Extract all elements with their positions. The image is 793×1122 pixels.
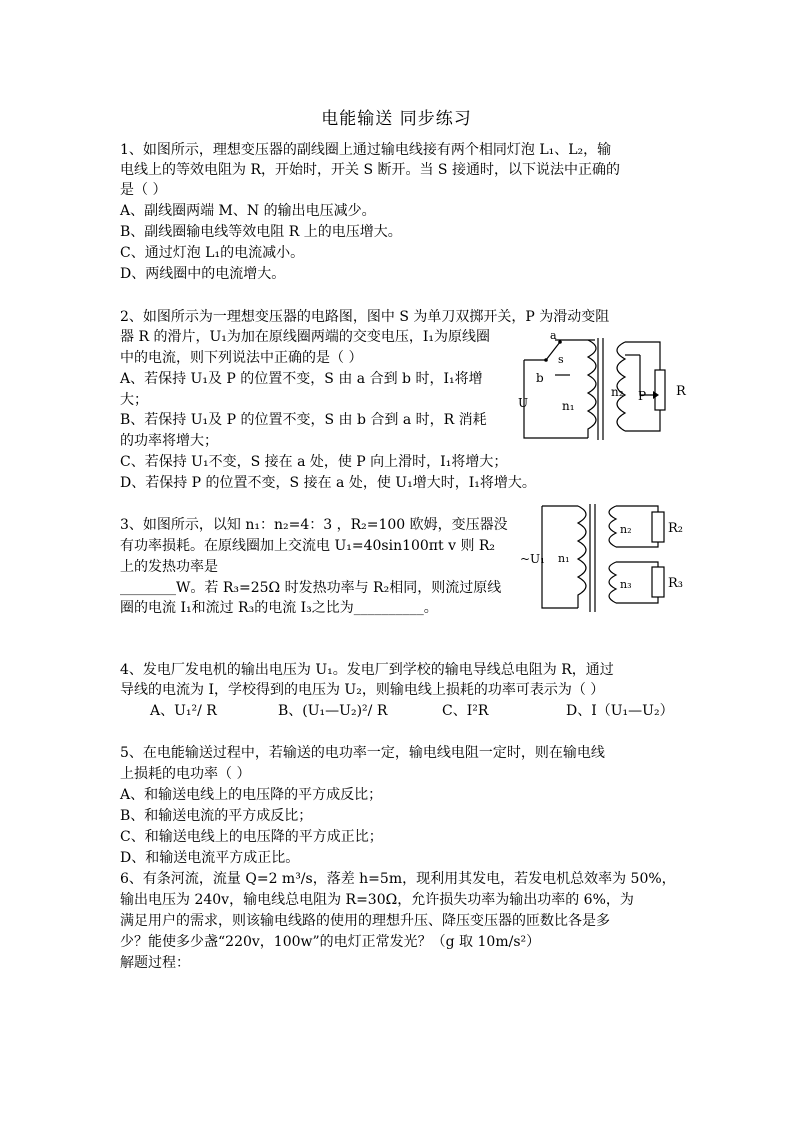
- q3-label-n2: n₂: [620, 523, 632, 536]
- q6-line-3: 满足用户的需求，则该输电线路的使用的理想升压、降压变压器的匝数比各是多: [120, 913, 610, 929]
- q3-label-u1: ~U₁: [520, 552, 545, 566]
- q2-label-n2: n₂: [611, 385, 624, 399]
- q4-choice-d: D、I（U₁—U₂）: [566, 703, 674, 719]
- q1-line-1: 1、如图所示，理想变压器的副线圈上通过输电线接有两个相同灯泡 L₁、L₂，输: [120, 142, 612, 158]
- q2-option-a: A、若保持 U₁及 P 的位置不变，S 由 a 合到 b 时，I₁将增: [120, 371, 483, 387]
- q5-line-2: 上损耗的电功率（ ）: [120, 766, 251, 782]
- q2-option-d: D、若保持 P 的位置不变，S 接在 a 处，使 U₁增大时，I₁将增大。: [120, 475, 536, 491]
- q3-line-1: 3、如图所示，以知 n₁：n₂=4：3 ，R₂=100 欧姆，变压器没: [120, 517, 508, 533]
- q4-choice-a: A、U₁²/ R: [150, 703, 217, 719]
- q4-choice-c: C、I²R: [442, 703, 489, 719]
- q1-option-b: B、副线圈输电线等效电阻 R 上的电压增大。: [120, 224, 402, 240]
- q6-line-1: 6、有条河流，流量 Q=2 m³/s，落差 h=5m，现利用其发电，若发电机总效率为 50%，: [120, 871, 676, 887]
- q4-line-2: 导线的电流为 I，学校得到的电压为 U₂，则输电线上损耗的功率可表示为（ ）: [120, 682, 605, 698]
- q6-solution-label: 解题过程：: [120, 955, 190, 971]
- q1-option-d: D、两线圈中的电流增大。: [120, 266, 286, 282]
- q5-option-a: A、和输送电线上的电压降的平方成反比；: [120, 787, 383, 803]
- q2-label-p: P: [638, 389, 647, 403]
- q2-label-r: R: [676, 384, 686, 399]
- q3-label-n1: n₁: [558, 552, 570, 565]
- q2-label-s: s: [558, 353, 564, 366]
- q3-line-5: 圈的电流 I₁和流过 R₃的电流 I₃之比为__________。: [120, 600, 438, 616]
- q3-transformer-diagram: [518, 500, 688, 618]
- q5-option-d: D、和输送电流平方成正比。: [120, 850, 300, 866]
- q2-label-a: a: [550, 329, 557, 342]
- q2-label-n1: n₁: [562, 399, 575, 413]
- q3-label-r3: R₃: [668, 576, 683, 591]
- q2-line-3: 中的电流，则下列说法中正确的是（ ）: [120, 350, 363, 366]
- q3-line-2: 有功率损耗。在原线圈加上交流电 U₁=40sin100πt v 则 R₂: [120, 538, 496, 554]
- q2-line-1: 2、如图所示为一理想变压器的电路图，图中 S 为单刀双掷开关，P 为滑动变阻: [120, 309, 610, 325]
- q6-line-2: 输出电压为 240v，输电线总电阻为 R=30Ω，允许损失功率为输出功率的 6%，为: [120, 892, 634, 908]
- q5-option-b: B、和输送电流的平方成反比；: [120, 808, 313, 824]
- q2-transformer-diagram: [510, 330, 700, 445]
- q6-line-4: 少？能使多少盏“220v，100w”的电灯正常发光？（g 取 10m/s²）: [120, 934, 541, 950]
- q3-line-4: ________W。若 R₃=25Ω 时发热功率与 R₂相同，则流过原线: [120, 580, 502, 596]
- q4-choice-b: B、(U₁—U₂)²/ R: [278, 703, 388, 719]
- q5-option-c: C、和输送电线上的电压降的平方成正比；: [120, 829, 383, 845]
- q2-line-2: 器 R 的滑片，U₁为加在原线圈两端的交变电压，I₁为原线圈: [120, 329, 490, 345]
- q1-line-3: 是（ ）: [120, 182, 167, 198]
- q2-slider-arrow: [653, 391, 659, 399]
- q1-line-2: 电线上的等效电阻为 R，开始时，开关 S 断开。当 S 接通时，以下说法中正确的: [120, 162, 620, 178]
- q3-line-3: 上的发热功率是: [120, 559, 218, 575]
- page-title: 电能输送 同步练习: [321, 109, 472, 129]
- q2-option-a-cont: 大；: [120, 392, 148, 408]
- q4-line-1: 4、发电厂发电机的输出电压为 U₁。发电厂到学校的输电导线总电阻为 R，通过: [120, 662, 614, 678]
- q3-label-n3: n₃: [620, 578, 632, 591]
- q1-option-a: A、副线圈两端 M、N 的输出电压减少。: [120, 203, 376, 219]
- q2-option-b-cont: 的功率将增大；: [120, 433, 218, 449]
- q2-option-c: C、若保持 U₁不变，S 接在 a 处，使 P 向上滑时，I₁将增大；: [120, 454, 508, 470]
- q2-label-b: b: [536, 371, 544, 385]
- q2-option-b: B、若保持 U₁及 P 的位置不变，S 由 b 合到 a 时，R 消耗: [120, 412, 487, 428]
- q2-label-u: U: [518, 396, 529, 410]
- q1-option-c: C、通过灯泡 L₁的电流减小。: [120, 245, 305, 261]
- q5-line-1: 5、在电能输送过程中，若输送的电功率一定，输电线电阻一定时，则在输电线: [120, 745, 605, 761]
- q3-label-r2: R₂: [668, 521, 683, 536]
